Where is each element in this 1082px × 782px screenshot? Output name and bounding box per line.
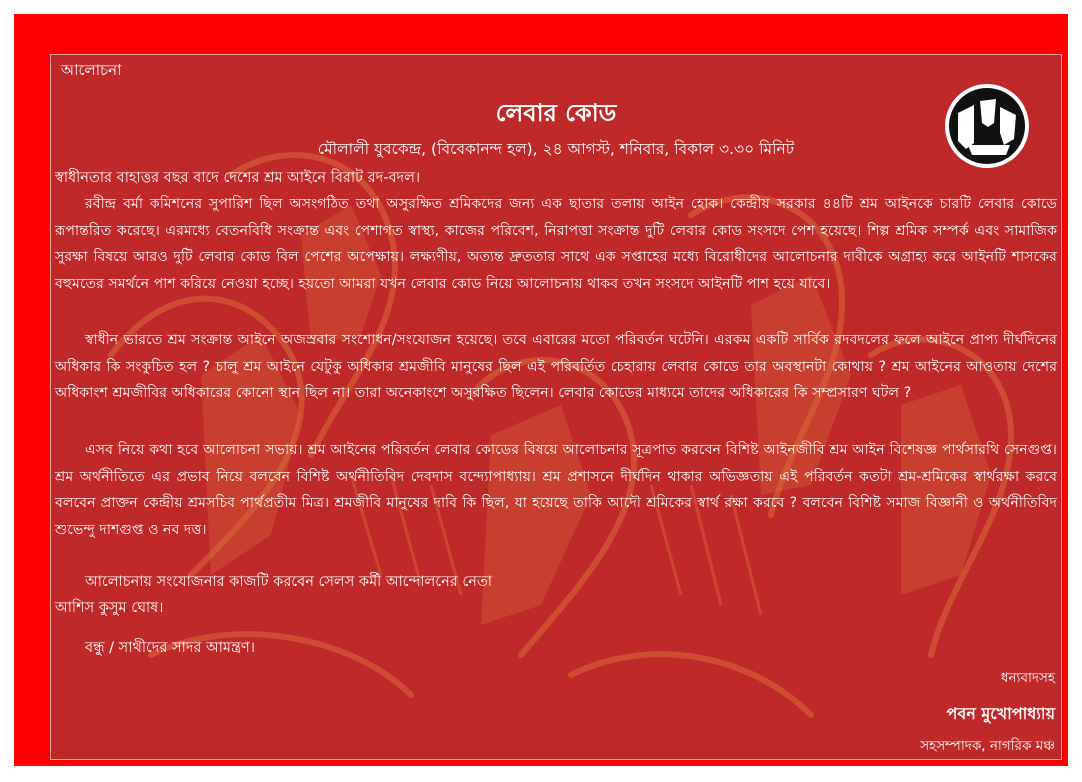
signature-thanks: ধন্যবাদসহ [1000, 670, 1055, 686]
signature-name: পবন মুখোপাধ্যায় [946, 704, 1055, 723]
paragraph-3 [55, 437, 1057, 543]
paragraph-2 [55, 327, 1057, 407]
event-details: মৌলালী যুবকেন্দ্র, (বিবেকানন্দ হল), ২৪ আগস্ট, শনিবার, বিকাল ৩.৩০ মিনিট [317, 140, 795, 158]
outer-red-frame [14, 14, 1068, 766]
section-label: আলোচনা [61, 61, 122, 79]
circular-black-white-logo-icon [944, 83, 1030, 169]
invitation-line: বন্ধু / সাথীদের সাদর আমন্ত্রণ। [85, 640, 255, 656]
paragraph-1 [55, 191, 1057, 297]
paragraph-2-text: স্বাধীন ভারতে শ্রম সংক্রান্ত আইনে অজস্রবার সংশোধন/সংযোজন হয়েছে। তবে এবারের মতো পরিবর্তন ঘটেনি। এরকম একটি সার্বিক রদবদলের ফলে আইনে প্রাপ্য দীর্ঘদিনের অধিকার কি সংকুচিত হল ? চালু শ্রম আইনে যেটুকু অধিকার শ্রমজীবি মানুষের ছিল এই পরিবর্তিত চেহারায় লেবার কোডে তার অবস্থানটা কোথায় ? শ্রম আইনের আওতায় দেশের অধিকাংশ শ্রমজীবির অধিকারের কোনো স্থান ছিল না। তারা অনেকাংশে অসুরক্ষিত ছিলেন। লেবার কোডের মাধ্যমে তাদের অধিকারের কি সম্প্রসারণ ঘটল ? [55, 332, 1057, 401]
intro-line: স্বাধীনতার বাহাত্তর বছর বাদে দেশের শ্রম আইনে বিরাট রদ-বদল। [55, 170, 421, 186]
paragraph-4-line-1: আলোচনায় সংযোজনার কাজটি করবেন সেলস কর্মী আন্দোলনের নেতা [85, 574, 492, 590]
paragraph-4 [55, 569, 1057, 621]
signature-role: সহসম্পাদক, নাগরিক মঞ্চ [920, 738, 1055, 754]
paragraph-1-text: রবীন্দ্র বর্মা কমিশনের সুপারিশ ছিল অসংগঠিত তথা অসুরক্ষিত শ্রমিকদের জন্য এক ছাতার তলায় আইন হোক। কেন্দ্রীয় সরকার ৪৪টি শ্রম আইনকে চারটি লেবার কোডে রূপান্তরিত করেছে। এরমধ্যে বেতনবিধি সংক্রান্ত এবং পেশাগত স্বাস্থ্য, কাজের পরিবেশ, নিরাপত্তা সংক্রান্ত দুটি লেবার কোড সংসদে পেশ হয়েছে। শিল্প শ্রমিক সম্পর্ক এবং সামাজিক সুরক্ষা বিষয়ে আরও দুটি লেবার কোড বিল পেশের অপেক্ষায়। লক্ষ্যণীয়, অত্যন্ত দ্রুততার সাথে এক সপ্তাহের মধ্যে বিরোধীদের আলোচনার দাবীকে অগ্রাহ্য করে আইনটি শাসকের বহুমতের সমর্থনে পাশ করিয়ে নেওয়া হচ্ছে। হয়তো আমরা যখন লেবার কোড নিয়ে আলোচনায় থাকব তখন সংসদে আইনটি পাশ হয়ে যাবে। [55, 196, 1057, 292]
page-title: লেবার কোড [495, 99, 617, 127]
poster-panel [50, 54, 1062, 760]
paragraph-4-line-2: আশিস কুসুম ঘোষ। [55, 600, 164, 616]
paragraph-3-text: এসব নিয়ে কথা হবে আলোচনা সভায়। শ্রম আইনের পরিবর্তন লেবার কোডের বিষয়ে আলোচনার সূত্রপাত করবেন বিশিষ্ট আইনজীবি শ্রম আইন বিশেষজ্ঞ পার্থসারথি সেনগুপ্ত। শ্রম অর্থনীতিতে এর প্রভাব নিয়ে বলবেন বিশিষ্ট অর্থনীতিবিদ দেবদাস বন্দ্যোপাধ্যায়। শ্রম প্রশাসনে দীর্ঘদিন থাকার অভিজ্ঞতায় এই পরিবর্তন কতটা শ্রম-শ্রমিকের স্বার্থরক্ষা করবে বলবেন প্রাক্তন কেন্দ্রীয় শ্রমসচিব পার্থপ্রতীম মিত্র। শ্রমজীবি মানুষের দাবি কি ছিল, যা হয়েছে তাকি আদৌ শ্রমিকের স্বার্থ রক্ষা করবে ? বলবেন বিশিষ্ট সমাজ বিজ্ঞানী ও অর্থনীতিবিদ শুভেন্দু দাশগুপ্ত ও নব দত্ত। [55, 442, 1057, 538]
